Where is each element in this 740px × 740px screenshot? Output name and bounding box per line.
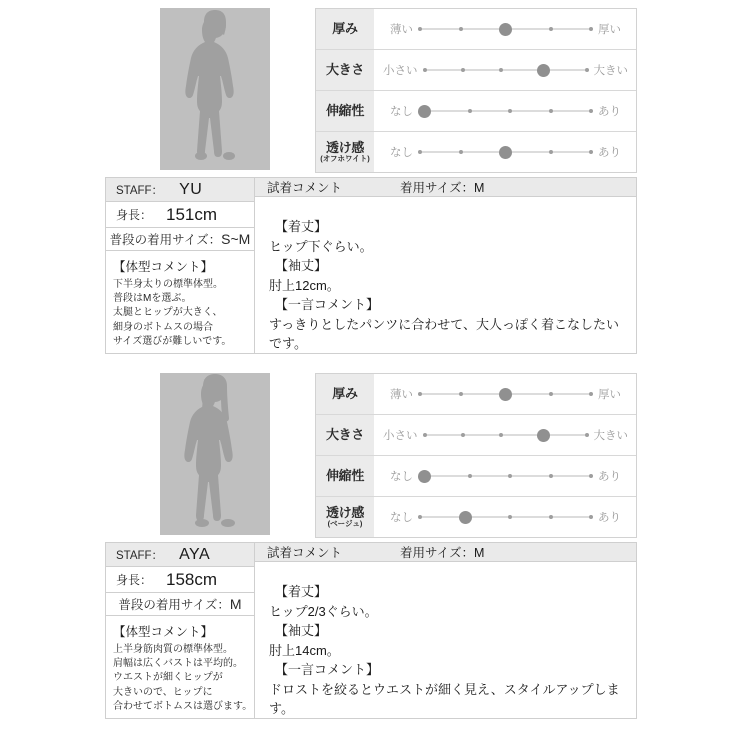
review-line: ヒップ2/3ぐらい。 — [269, 603, 378, 619]
body-comment-line: ウエストが細くヒップが — [113, 672, 223, 684]
staff-silhouette-image — [160, 8, 270, 170]
staff-label: STAFF： — [116, 184, 164, 197]
slider-track-cell — [375, 9, 636, 49]
slider-dot[interactable] — [418, 515, 422, 519]
staff-usual-size-row — [106, 593, 254, 616]
slider-dot[interactable] — [418, 150, 422, 154]
staff-profile-column — [106, 178, 255, 353]
slider-label-text: 透け感 — [325, 139, 365, 155]
slider-dot[interactable] — [461, 433, 465, 437]
slider-label-text: 厚み — [332, 386, 358, 402]
review-line: ドロストを絞るとウエストが細く見え、スタイルアップします。 — [269, 681, 620, 716]
slider-label-subtext: (ベージュ) — [327, 519, 363, 529]
slider-track[interactable] — [423, 427, 589, 443]
slider-track[interactable] — [418, 468, 593, 484]
staff-height-row — [106, 202, 254, 228]
review-line: ヒップ下ぐらい。 — [269, 238, 373, 254]
staff-info-table — [105, 542, 637, 719]
slider-dot[interactable] — [585, 433, 589, 437]
staff-review-block — [0, 365, 740, 716]
slider-label-text: 厚み — [332, 21, 358, 37]
slider-row — [316, 456, 636, 497]
review-header-row — [255, 543, 636, 562]
slider-dot-active[interactable] — [537, 429, 550, 442]
slider-left-label: 薄い — [390, 389, 413, 401]
review-comment-body — [255, 562, 636, 727]
body-comment-line: 大きいので、ヒップに — [113, 686, 213, 698]
slider-dot[interactable] — [418, 392, 422, 396]
slider-track-cell — [375, 132, 636, 172]
slider-row — [316, 50, 636, 91]
review-comment-body — [255, 197, 636, 362]
review-worn-size: 着用サイズ：M — [400, 181, 485, 195]
slider-track-cell — [375, 415, 636, 455]
body-comment-title: 【体型コメント】 — [113, 260, 214, 275]
slider-dot[interactable] — [499, 68, 503, 72]
silhouette-and-sliders-area — [0, 0, 740, 172]
slider-label — [316, 456, 375, 496]
height-label: 身長： — [116, 573, 153, 588]
slider-dots — [418, 23, 593, 36]
review-line: 【着丈】 — [275, 219, 328, 234]
slider-left-label: なし — [390, 512, 413, 524]
review-line: すっきりとしたパンツに合わせて、大人っぽく着こなしたいです。 — [269, 316, 619, 351]
staff-name-value: AYA — [179, 545, 211, 563]
review-line: 肘上12cm。 — [269, 277, 340, 293]
slider-dot[interactable] — [468, 109, 472, 113]
slider-dot[interactable] — [589, 515, 593, 519]
slider-dot[interactable] — [549, 474, 553, 478]
slider-dot[interactable] — [549, 515, 553, 519]
slider-dot[interactable] — [508, 109, 512, 113]
slider-dot[interactable] — [549, 109, 553, 113]
review-column — [255, 178, 636, 353]
slider-dot[interactable] — [589, 109, 593, 113]
staff-profile-column — [106, 543, 255, 718]
review-header-title: 試着コメント — [267, 181, 343, 195]
height-value: 151cm — [166, 204, 218, 224]
slider-track-cell — [375, 91, 636, 131]
body-comment-line: 上半身筋肉質の標準体型。 — [113, 644, 233, 656]
slider-label-text: 大きさ — [325, 62, 365, 78]
slider-row — [316, 374, 636, 415]
fabric-attribute-slider-table — [315, 373, 637, 538]
slider-label — [316, 415, 375, 455]
silhouette-and-sliders-area — [0, 365, 740, 537]
review-line: 【一言コメント】 — [275, 297, 380, 312]
review-line: 【袖丈】 — [275, 258, 328, 273]
slider-track[interactable] — [418, 386, 593, 402]
slider-row — [316, 497, 636, 537]
slider-dot[interactable] — [423, 433, 427, 437]
staff-info-table — [105, 177, 637, 354]
height-label: 身長： — [116, 208, 153, 223]
staff-name-row — [106, 178, 254, 202]
slider-track-cell — [375, 497, 636, 537]
slider-left-label: なし — [390, 106, 413, 118]
usual-size-label: 普段の着用サイズ： — [109, 233, 222, 248]
slider-left-label: 小さい — [383, 430, 418, 442]
slider-track-cell — [375, 456, 636, 496]
body-comment-line: 肩幅は広くバストは平均的。 — [113, 658, 243, 670]
slider-dot[interactable] — [459, 392, 463, 396]
slider-dots — [418, 105, 593, 118]
slider-track[interactable] — [418, 103, 593, 119]
slider-dot[interactable] — [549, 27, 553, 31]
slider-right-label: 大きい — [593, 430, 628, 442]
slider-label — [316, 497, 375, 537]
slider-dot[interactable] — [499, 433, 503, 437]
staff-usual-size-row — [106, 228, 254, 251]
slider-right-label: 厚い — [598, 24, 621, 36]
usual-size-value: M — [229, 596, 242, 613]
review-header-title: 試着コメント — [267, 546, 343, 560]
slider-label-text: 透け感 — [325, 504, 365, 520]
fabric-attribute-slider-table — [315, 8, 637, 173]
slider-dot[interactable] — [508, 515, 512, 519]
slider-right-label: あり — [598, 471, 621, 483]
slider-left-label: 薄い — [390, 24, 413, 36]
review-line: 【着丈】 — [275, 584, 328, 599]
slider-dots — [418, 511, 593, 524]
slider-right-label: あり — [598, 512, 621, 524]
slider-label — [316, 132, 375, 172]
slider-dots — [418, 146, 593, 159]
slider-row — [316, 415, 636, 456]
staff-body-comment — [106, 616, 254, 718]
slider-dot[interactable] — [461, 68, 465, 72]
slider-right-label: あり — [598, 147, 621, 159]
slider-track[interactable] — [423, 62, 589, 78]
slider-dot[interactable] — [508, 474, 512, 478]
body-comment-line: 普段はMを選ぶ。 — [113, 293, 192, 305]
slider-dot-active[interactable] — [459, 511, 472, 524]
slider-label-subtext: (オフホワイト) — [320, 154, 370, 164]
staff-height-row — [106, 567, 254, 593]
usual-size-label: 普段の着用サイズ： — [118, 598, 230, 613]
slider-left-label: なし — [390, 147, 413, 159]
slider-dots — [418, 470, 593, 483]
slider-right-label: 大きい — [593, 65, 628, 77]
slider-dot-active[interactable] — [499, 388, 512, 401]
body-comment-line: サイズ選びが難しいです。 — [113, 335, 232, 347]
slider-dot-active[interactable] — [499, 23, 512, 36]
staff-review-block — [0, 0, 740, 351]
staff-name-value: YU — [179, 180, 203, 198]
slider-left-label: 小さい — [383, 65, 418, 77]
review-line: 【一言コメント】 — [275, 662, 380, 677]
slider-dot[interactable] — [549, 150, 553, 154]
review-worn-size: 着用サイズ：M — [400, 546, 485, 560]
body-comment-line: 下半身太りの標準体型。 — [113, 279, 223, 291]
review-header-row — [255, 178, 636, 197]
slider-label — [316, 374, 375, 414]
slider-dots — [423, 429, 589, 442]
slider-label — [316, 9, 375, 49]
review-column — [255, 543, 636, 718]
slider-label-text: 伸縮性 — [325, 468, 365, 484]
slider-dot[interactable] — [549, 392, 553, 396]
slider-dots — [418, 388, 593, 401]
slider-dot[interactable] — [459, 27, 463, 31]
body-comment-line: 太腿とヒップが大きく、 — [113, 307, 223, 319]
review-line: 【袖丈】 — [275, 623, 328, 638]
usual-size-value: S~M — [221, 231, 251, 248]
height-value: 158cm — [166, 569, 218, 589]
slider-dot[interactable] — [423, 68, 427, 72]
slider-dot[interactable] — [589, 392, 593, 396]
slider-track-cell — [375, 374, 636, 414]
slider-dot[interactable] — [589, 474, 593, 478]
slider-dot[interactable] — [589, 150, 593, 154]
slider-track[interactable] — [418, 144, 593, 160]
slider-track-cell — [375, 50, 636, 90]
slider-track[interactable] — [418, 21, 593, 37]
slider-dot[interactable] — [468, 474, 472, 478]
slider-right-label: 厚い — [598, 389, 621, 401]
slider-dot-active[interactable] — [499, 146, 512, 159]
slider-track[interactable] — [418, 509, 593, 525]
review-line: 肘上14cm。 — [269, 642, 340, 658]
slider-dot-active[interactable] — [418, 470, 431, 483]
slider-left-label: なし — [390, 471, 413, 483]
staff-silhouette-image — [160, 373, 270, 535]
body-comment-line: 細身のボトムスの場合 — [113, 321, 213, 333]
slider-label — [316, 50, 375, 90]
slider-label-text: 大きさ — [325, 427, 365, 443]
slider-dot-active[interactable] — [537, 64, 550, 77]
slider-dot[interactable] — [589, 27, 593, 31]
slider-right-label: あり — [598, 106, 621, 118]
slider-label — [316, 91, 375, 131]
slider-dot-active[interactable] — [418, 105, 431, 118]
body-comment-line: 合わせてボトムスは選びます。 — [113, 700, 253, 712]
slider-row — [316, 91, 636, 132]
slider-label-text: 伸縮性 — [325, 103, 365, 119]
slider-row — [316, 9, 636, 50]
body-comment-title: 【体型コメント】 — [113, 625, 214, 640]
slider-row — [316, 132, 636, 172]
slider-dot[interactable] — [585, 68, 589, 72]
staff-name-row — [106, 543, 254, 567]
slider-dot[interactable] — [418, 27, 422, 31]
staff-label: STAFF： — [116, 549, 164, 562]
slider-dots — [423, 64, 589, 77]
staff-body-comment — [106, 251, 254, 353]
slider-dot[interactable] — [459, 150, 463, 154]
